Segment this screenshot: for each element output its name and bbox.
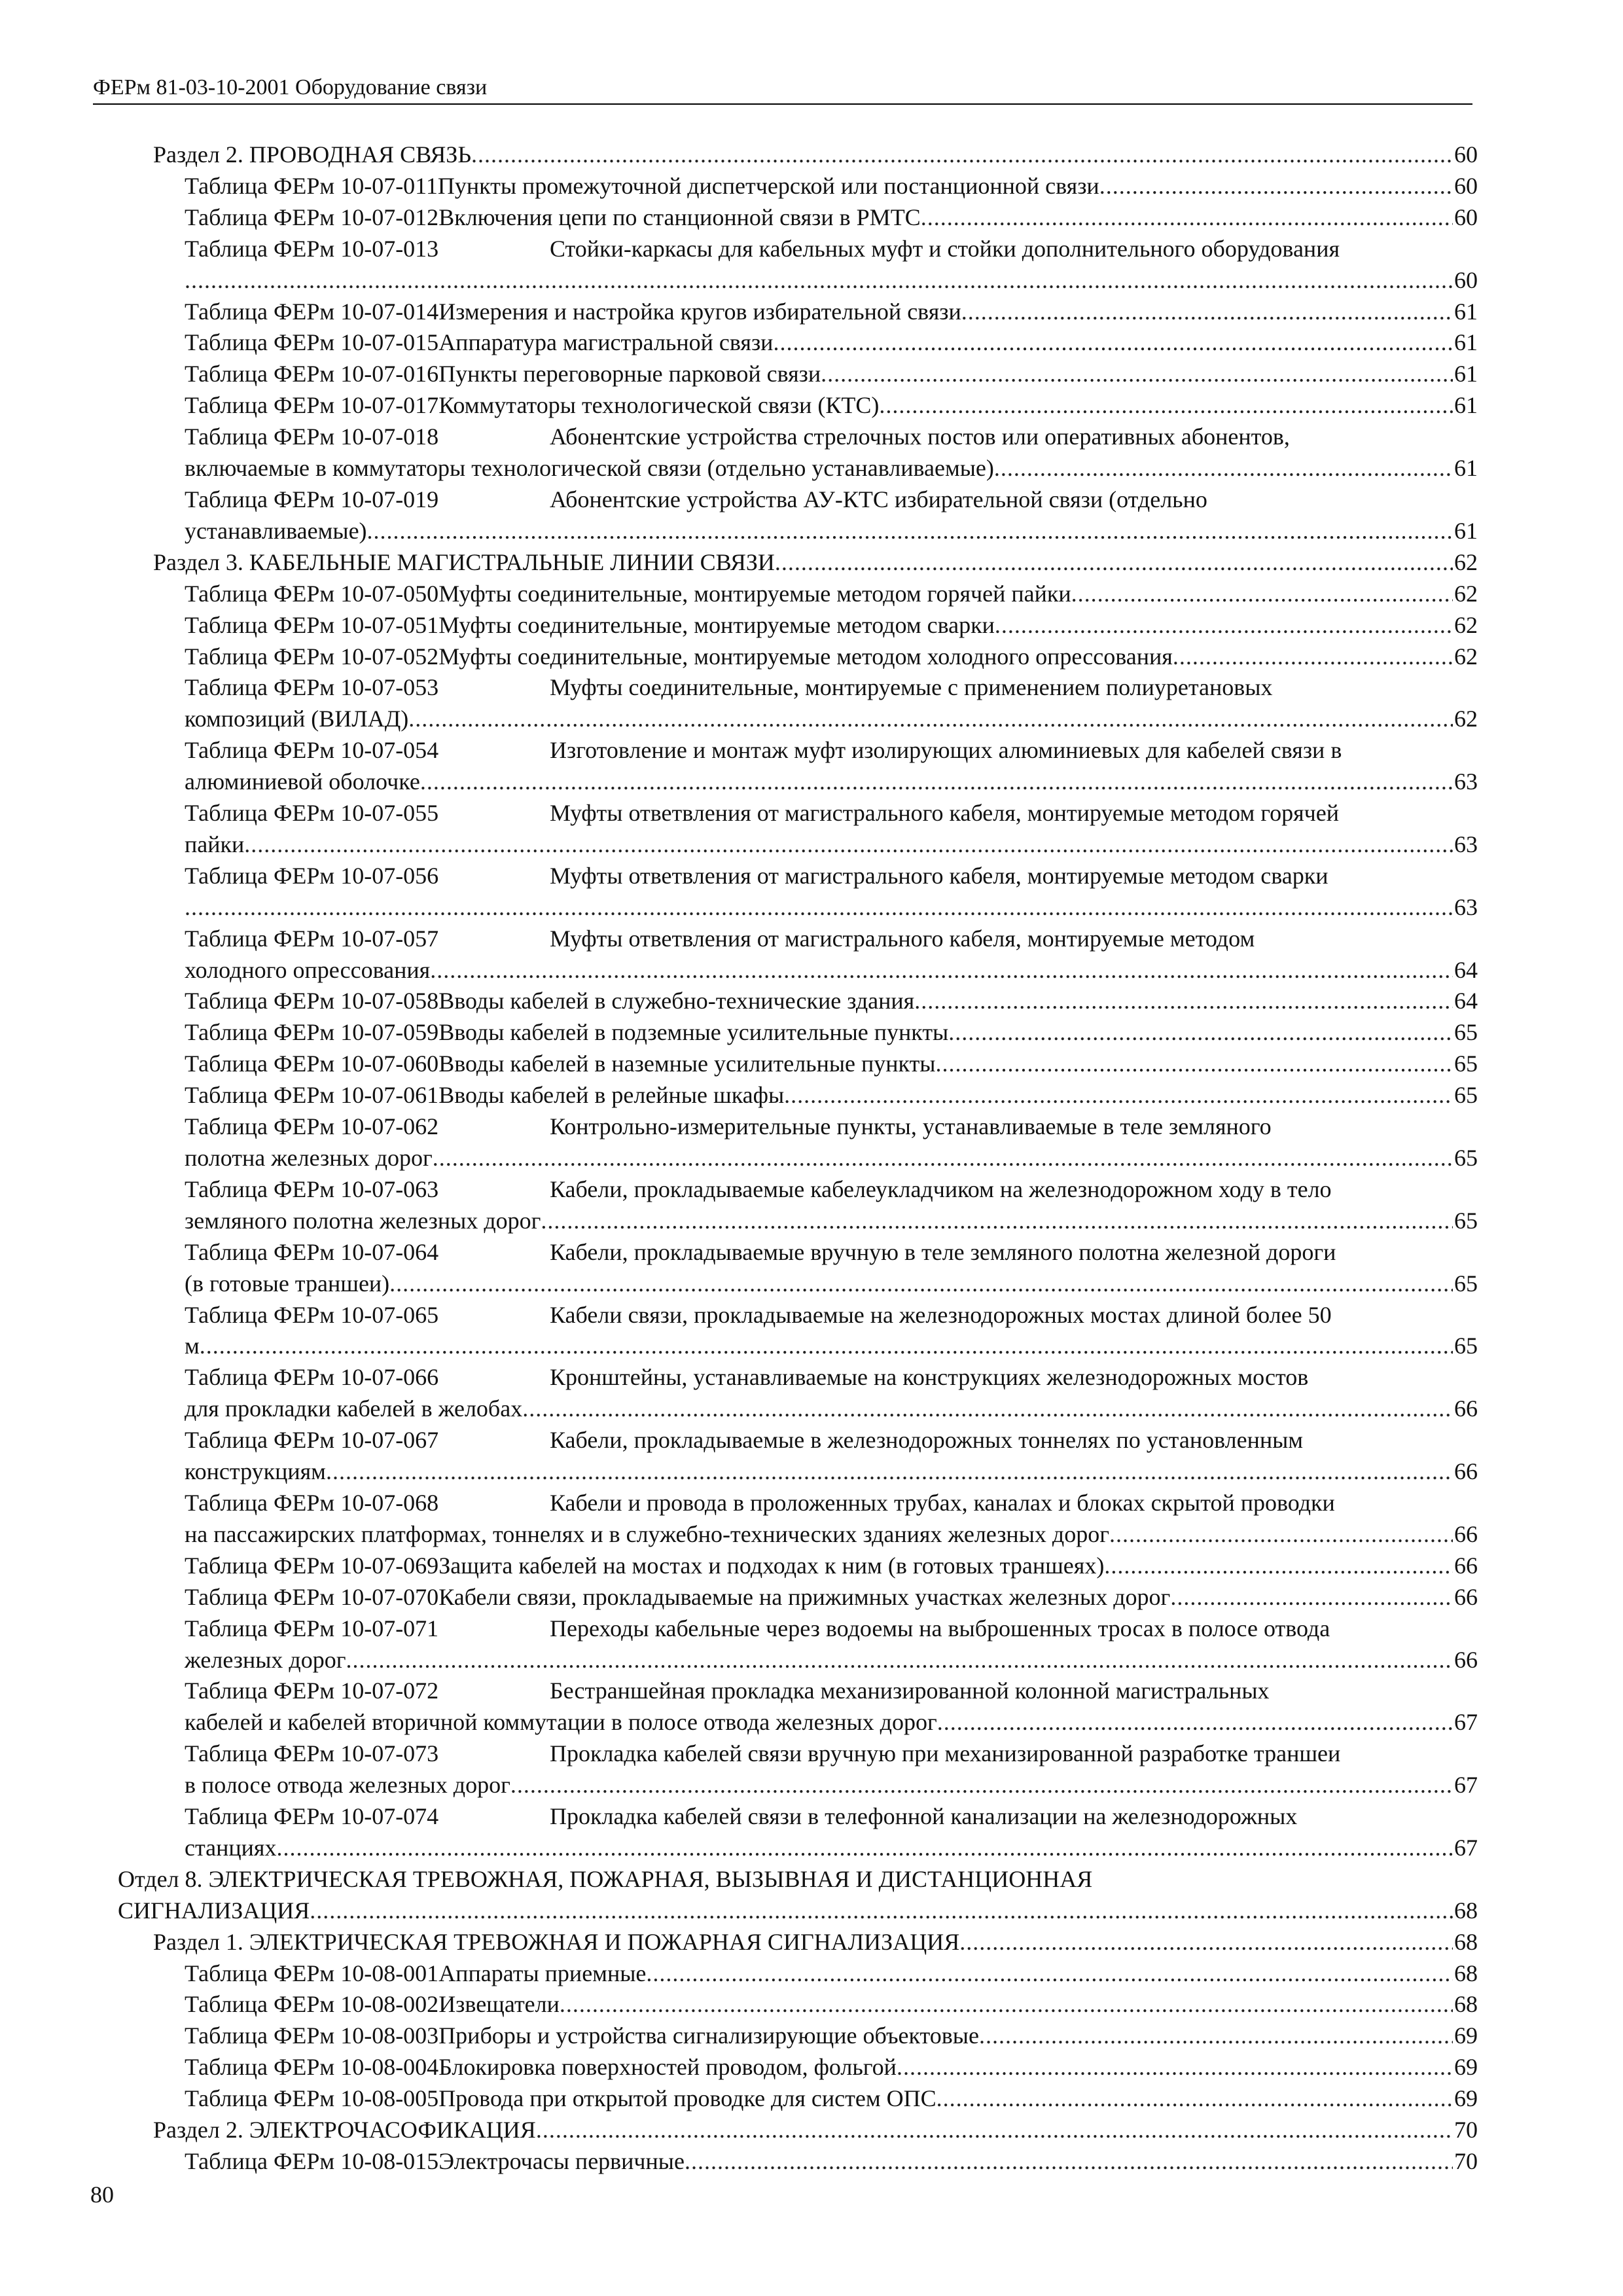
- toc-entry-title-continued: конструкциям: [185, 1458, 326, 1485]
- toc-table-code: Таблица ФЕРм 10-07-055: [185, 800, 439, 827]
- toc-entry-title: Вводы кабелей в подземные усилительные пункты: [438, 1019, 949, 1046]
- toc-entry[interactable]: [118, 422, 1478, 484]
- toc-page-number: 66: [1454, 1583, 1478, 1610]
- dot-leader: [522, 1393, 1453, 1425]
- toc-table-code: Таблица ФЕРм 10-07-073: [185, 1740, 439, 1767]
- toc-entry-title: Раздел 2. ПРОВОДНАЯ СВЯЗЬ: [153, 141, 472, 168]
- toc-entry[interactable]: [118, 1551, 1478, 1582]
- toc-table-code: Таблица ФЕРм 10-07-060: [185, 1050, 439, 1077]
- dot-leader: [310, 1895, 1453, 1927]
- toc-entry-title-continued: земляного полотна железных дорог: [185, 1207, 541, 1234]
- toc-entry-title-continued: в полосе отвода железных дорог: [185, 1772, 510, 1799]
- toc-entry[interactable]: [118, 641, 1478, 673]
- toc-entry[interactable]: [118, 296, 1478, 328]
- toc-page-number: 68: [1454, 1928, 1478, 1955]
- dot-leader: [541, 1206, 1453, 1237]
- toc-entry-title-continued: (в готовые траншеи): [185, 1270, 390, 1297]
- toc-entry-title: Муфты соединительные, монтируемые методом холодного опрессования: [438, 643, 1173, 670]
- toc-entry[interactable]: [118, 579, 1478, 610]
- dot-leader: [773, 327, 1453, 359]
- toc-entry[interactable]: [118, 1049, 1478, 1080]
- dot-leader: [408, 704, 1453, 735]
- toc-entry[interactable]: [118, 735, 1478, 798]
- toc-table-code: Таблица ФЕРм 10-07-053: [185, 674, 439, 701]
- dot-leader: [1109, 1519, 1453, 1551]
- toc-entry[interactable]: [118, 924, 1478, 986]
- dot-leader: [346, 1645, 1453, 1676]
- toc-entry-title: Кабели связи, прокладываемые на прижимных участках железных дорог: [438, 1583, 1171, 1610]
- toc-table-code: Таблица ФЕРм 10-07-068: [185, 1489, 439, 1516]
- toc-entry[interactable]: [118, 1111, 1478, 1174]
- toc-page-number: 62: [1454, 706, 1478, 732]
- toc-page-number: 65: [1454, 1207, 1478, 1234]
- toc-page-number: 63: [1454, 831, 1478, 857]
- toc-entry[interactable]: [118, 234, 1478, 296]
- toc-entry-title: Коммутаторы технологической связи (КТС): [438, 392, 880, 419]
- toc-entry-title-continued: для прокладки кабелей в желобах: [185, 1395, 523, 1422]
- toc-page-number: 61: [1454, 517, 1478, 544]
- toc-entry-title: Включения цепи по станционной связи в РМТС: [438, 204, 921, 230]
- toc-entry[interactable]: [118, 610, 1478, 641]
- toc-table-code: Таблица ФЕРм 10-07-012: [185, 204, 439, 230]
- toc-entry[interactable]: [118, 1927, 1478, 1958]
- toc-page-number: 65: [1454, 1082, 1478, 1109]
- dot-leader: [1099, 171, 1453, 202]
- toc-entry-title: Провода при открытой проводке для систем ОПС: [438, 2085, 936, 2112]
- toc-entry-title: Бестраншейная прокладка механизированной колонной магистральных: [550, 1677, 1270, 1704]
- toc-entry[interactable]: [118, 2115, 1478, 2146]
- toc-table-code: Таблица ФЕРм 10-07-069: [185, 1552, 439, 1579]
- toc-entry-title: Пункты промежуточной диспетчерской или постанционной связи: [437, 172, 1099, 199]
- toc-entry-title: Отдел 8. ЭЛЕКТРИЧЕСКАЯ ТРЕВОЖНАЯ, ПОЖАРНАЯ, ВЫЗЫВНАЯ И ДИСТАНЦИОННАЯ: [118, 1865, 1093, 1892]
- dot-leader: [200, 1331, 1453, 1362]
- toc-entry-title-continued: кабелей и кабелей вторичной коммутации в полосе отвода железных дорог: [185, 1709, 937, 1736]
- toc-table-code: Таблица ФЕРм 10-07-054: [185, 737, 439, 764]
- toc-page-number: 68: [1454, 1897, 1478, 1924]
- dot-leader: [646, 1958, 1453, 1990]
- toc-entry[interactable]: [118, 861, 1478, 924]
- dot-leader: [367, 516, 1453, 547]
- toc-entry-title: Муфты ответвления от магистрального кабеля, монтируемые методом сварки: [550, 862, 1329, 889]
- toc-page-number: 70: [1454, 2148, 1478, 2174]
- toc-page-number: 67: [1454, 1834, 1478, 1861]
- toc-table-code: Таблица ФЕРм 10-07-067: [185, 1427, 439, 1454]
- toc-page-number: 68: [1454, 1991, 1478, 2018]
- dot-leader: [995, 610, 1453, 641]
- toc-entry-title: Пункты переговорные парковой связи: [438, 361, 821, 387]
- toc-entry-title: Защита кабелей на мостах и подходах к ним (в готовых траншеях): [438, 1552, 1105, 1579]
- toc-entry-title: Кабели, прокладываемые вручную в теле земляного полотна железной дороги: [550, 1238, 1336, 1265]
- dot-leader: [244, 829, 1453, 861]
- dot-leader: [1170, 1582, 1453, 1613]
- toc-entry-title: Приборы и устройства сигнализирующие объектовые: [438, 2022, 979, 2049]
- toc-entry-title: Измерения и настройка кругов избирательной связи: [438, 298, 961, 325]
- toc-entry-title: Раздел 3. КАБЕЛЬНЫЕ МАГИСТРАЛЬНЫЕ ЛИНИИ СВЯЗИ: [153, 548, 775, 575]
- dot-leader: [784, 1080, 1453, 1111]
- toc-table-code: Таблица ФЕРм 10-07-074: [185, 1803, 439, 1830]
- toc-entry[interactable]: [118, 1613, 1478, 1676]
- toc-table-code: Таблица ФЕРм 10-07-019: [185, 486, 439, 512]
- toc-page-number: 63: [1454, 893, 1478, 920]
- toc-table-code: Таблица ФЕРм 10-08-002: [185, 1991, 439, 2018]
- toc-entry[interactable]: [118, 2052, 1478, 2083]
- toc-table-code: Таблица ФЕРм 10-07-017: [185, 392, 439, 419]
- toc-entry[interactable]: [118, 139, 1478, 171]
- dot-leader: [1173, 641, 1453, 673]
- toc-entry-title: Кабели связи, прокладываемые на железнодорожных мостах длиной более 50: [550, 1301, 1332, 1328]
- toc-entry-title: Прокладка кабелей связи в телефонной канализации на железнодорожных: [550, 1803, 1298, 1830]
- toc-page-number: 65: [1454, 1333, 1478, 1359]
- toc-page-number: 60: [1454, 172, 1478, 199]
- toc-entry[interactable]: [118, 1237, 1478, 1300]
- page-header: [93, 73, 1472, 105]
- dot-leader: [897, 2052, 1453, 2083]
- toc-page-number: 66: [1454, 1458, 1478, 1485]
- toc-entry-title: Муфты ответвления от магистрального кабеля, монтируемые методом: [550, 925, 1255, 952]
- dot-leader: [821, 359, 1453, 390]
- toc-table-code: Таблица ФЕРм 10-07-051: [185, 611, 439, 638]
- toc-page-number: 70: [1454, 2117, 1478, 2144]
- toc-entry[interactable]: [118, 547, 1478, 579]
- toc-page-number: 64: [1454, 956, 1478, 983]
- dot-leader: [389, 1268, 1453, 1300]
- toc-table-code: Таблица ФЕРм 10-07-016: [185, 361, 439, 387]
- toc-page-number: 61: [1454, 361, 1478, 387]
- toc-entry-title: Блокировка поверхностей проводом, фольгой: [438, 2054, 897, 2081]
- toc-entry[interactable]: [118, 1488, 1478, 1551]
- toc-entry[interactable]: [118, 986, 1478, 1017]
- toc-entry[interactable]: [118, 359, 1478, 390]
- dot-leader: [185, 265, 1453, 296]
- toc-table-code: Таблица ФЕРм 10-08-001: [185, 1960, 439, 1986]
- toc-page-number: 66: [1454, 1646, 1478, 1673]
- toc-entry-title: Стойки-каркасы для кабельных муфт и стойки дополнительного оборудования: [550, 235, 1340, 262]
- toc-entry[interactable]: [118, 1582, 1478, 1613]
- toc-entry-title: Муфты соединительные, монтируемые методом горячей пайки: [438, 580, 1071, 607]
- toc-page-number: 60: [1454, 141, 1478, 168]
- toc-entry-title: Кронштейны, устанавливаемые на конструкциях железнодорожных мостов: [550, 1364, 1309, 1391]
- toc-entry-title: Кабели, прокладываемые в железнодорожных тоннелях по установленным: [550, 1427, 1304, 1454]
- dot-leader: [430, 955, 1453, 986]
- dot-leader: [959, 1927, 1453, 1958]
- dot-leader: [914, 986, 1453, 1017]
- toc-table-code: Таблица ФЕРм 10-07-070: [185, 1583, 439, 1610]
- toc-table-code: Таблица ФЕРм 10-07-050: [185, 580, 439, 607]
- toc-table-code: Таблица ФЕРм 10-07-066: [185, 1364, 439, 1391]
- toc-entry-title-continued: станциях: [185, 1834, 277, 1861]
- toc-page-number: 69: [1454, 2022, 1478, 2049]
- toc-table-code: Таблица ФЕРм 10-07-015: [185, 329, 439, 356]
- toc-page-number: 69: [1454, 2054, 1478, 2081]
- table-of-contents: [118, 139, 1478, 2178]
- toc-entry[interactable]: [118, 2083, 1478, 2115]
- toc-table-code: Таблица ФЕРм 10-07-063: [185, 1175, 439, 1202]
- dot-leader: [685, 2146, 1453, 2178]
- toc-entry-title: Прокладка кабелей связи вручную при механизированной разработке траншеи: [550, 1740, 1341, 1767]
- dot-leader: [879, 390, 1453, 422]
- dot-leader: [510, 1770, 1453, 1801]
- toc-table-code: Таблица ФЕРм 10-08-015: [185, 2148, 439, 2174]
- dot-leader: [1104, 1551, 1453, 1582]
- toc-entry[interactable]: [118, 1958, 1478, 1990]
- toc-page-number: 65: [1454, 1019, 1478, 1046]
- dot-leader: [979, 2020, 1453, 2052]
- toc-page-number: 61: [1454, 329, 1478, 356]
- dot-leader: [560, 1989, 1453, 2020]
- toc-page-number: 66: [1454, 1395, 1478, 1422]
- toc-entry[interactable]: [118, 390, 1478, 422]
- toc-entry-title-continued: пайки: [185, 831, 245, 857]
- dot-leader: [994, 453, 1453, 484]
- toc-entry[interactable]: [118, 1425, 1478, 1488]
- dot-leader: [921, 202, 1453, 234]
- toc-table-code: Таблица ФЕРм 10-07-072: [185, 1677, 439, 1704]
- toc-entry-title-continued: холодного опрессования: [185, 956, 431, 983]
- toc-entry-title-continued: композиций (ВИЛАД): [185, 706, 409, 732]
- toc-entry-title: Раздел 2. ЭЛЕКТРОЧАСОФИКАЦИЯ: [153, 2117, 536, 2144]
- toc-page-number: 67: [1454, 1709, 1478, 1736]
- dot-leader: [326, 1456, 1453, 1488]
- dot-leader: [937, 1707, 1453, 1738]
- toc-table-code: Таблица ФЕРм 10-07-056: [185, 862, 439, 889]
- toc-entry-title: Аппараты приемные: [438, 1960, 647, 1986]
- toc-entry[interactable]: [118, 1801, 1478, 1864]
- dot-leader: [936, 2083, 1453, 2115]
- toc-entry[interactable]: [118, 1738, 1478, 1801]
- toc-entry[interactable]: [118, 171, 1478, 202]
- toc-entry[interactable]: [118, 1362, 1478, 1425]
- toc-page-number: 67: [1454, 1772, 1478, 1799]
- toc-table-code: Таблица ФЕРм 10-07-062: [185, 1113, 439, 1140]
- toc-entry[interactable]: [118, 798, 1478, 861]
- toc-entry-title: Абонентские устройства АУ-КТС избирательной связи (отдельно: [550, 486, 1207, 512]
- toc-entry-title: Муфты соединительные, монтируемые методом сварки: [438, 611, 995, 638]
- toc-entry[interactable]: [118, 1676, 1478, 1738]
- toc-entry-title: Кабели и провода в проложенных трубах, каналах и блоках скрытой проводки: [550, 1489, 1335, 1516]
- toc-entry-title-continued: полотна железных дорог: [185, 1145, 433, 1171]
- toc-page-number: 61: [1454, 455, 1478, 482]
- toc-table-code: Таблица ФЕРм 10-07-061: [185, 1082, 439, 1109]
- toc-entry[interactable]: [118, 1080, 1478, 1111]
- toc-table-code: Таблица ФЕРм 10-07-058: [185, 988, 439, 1014]
- toc-entry[interactable]: [118, 1864, 1478, 1927]
- toc-entry[interactable]: [118, 1300, 1478, 1363]
- toc-entry[interactable]: [118, 327, 1478, 359]
- toc-entry[interactable]: [118, 484, 1478, 547]
- toc-table-code: Таблица ФЕРм 10-07-057: [185, 925, 439, 952]
- toc-entry-title-continued: железных дорог: [185, 1646, 346, 1673]
- dot-leader: [420, 766, 1453, 798]
- toc-table-code: Таблица ФЕРм 10-08-005: [185, 2085, 439, 2112]
- dot-leader: [536, 2115, 1453, 2146]
- dot-leader: [948, 1017, 1453, 1049]
- toc-page-number: 60: [1454, 266, 1478, 293]
- toc-entry[interactable]: [118, 1989, 1478, 2020]
- toc-entry[interactable]: [118, 2020, 1478, 2052]
- toc-entry-title: Извещатели: [438, 1991, 560, 2018]
- toc-entry-title: Муфты ответвления от магистрального кабеля, монтируемые методом горячей: [550, 800, 1339, 827]
- toc-table-code: Таблица ФЕРм 10-07-065: [185, 1301, 439, 1328]
- toc-entry-title-continued: СИГНАЛИЗАЦИЯ: [118, 1897, 310, 1924]
- toc-page-number: 62: [1454, 548, 1478, 575]
- toc-page-number: 65: [1454, 1050, 1478, 1077]
- toc-table-code: Таблица ФЕРм 10-07-071: [185, 1615, 439, 1641]
- toc-entry[interactable]: [118, 1017, 1478, 1049]
- toc-entry-title: Изготовление и монтаж муфт изолирующих алюминиевых для кабелей связи в: [550, 737, 1342, 764]
- dot-leader: [936, 1049, 1454, 1080]
- page-number: 80: [90, 2181, 114, 2208]
- toc-page-number: 68: [1454, 1960, 1478, 1986]
- toc-entry-title: Электрочасы первичные: [438, 2148, 685, 2174]
- toc-page-number: 61: [1454, 298, 1478, 325]
- toc-entry-title-continued: м: [185, 1333, 200, 1359]
- toc-page-number: 65: [1454, 1270, 1478, 1297]
- toc-table-code: Таблица ФЕРм 10-08-003: [185, 2022, 439, 2049]
- dot-leader: [1071, 579, 1453, 610]
- toc-page-number: 62: [1454, 611, 1478, 638]
- toc-table-code: Таблица ФЕРм 10-07-014: [185, 298, 439, 325]
- toc-page-number: 61: [1454, 392, 1478, 419]
- dot-leader: [471, 139, 1453, 171]
- toc-entry[interactable]: [118, 1174, 1478, 1237]
- toc-table-code: Таблица ФЕРм 10-07-064: [185, 1238, 439, 1265]
- toc-table-code: Таблица ФЕРм 10-07-059: [185, 1019, 439, 1046]
- toc-entry-title: Переходы кабельные через водоемы на выброшенных тросах в полосе отвода: [550, 1615, 1330, 1641]
- toc-entry-title: Абонентские устройства стрелочных постов или оперативных абонентов,: [550, 423, 1290, 450]
- toc-entry-title: Муфты соединительные, монтируемые с применением полиуретановых: [550, 674, 1273, 701]
- toc-page-number: 60: [1454, 204, 1478, 230]
- toc-entry-title: Контрольно-измерительные пункты, устанавливаемые в теле земляного: [550, 1113, 1272, 1140]
- toc-entry-title: Вводы кабелей в служебно-технические здания: [438, 988, 915, 1014]
- toc-table-code: Таблица ФЕРм 10-07-011: [185, 172, 438, 199]
- toc-page-number: 66: [1454, 1520, 1478, 1547]
- dot-leader: [961, 296, 1453, 328]
- toc-entry-title-continued: включаемые в коммутаторы технологической связи (отдельно устанавливаемые): [185, 455, 994, 482]
- toc-page-number: 66: [1454, 1552, 1478, 1579]
- toc-entry-title: Вводы кабелей в релейные шкафы: [438, 1082, 785, 1109]
- toc-table-code: Таблица ФЕРм 10-07-018: [185, 423, 439, 450]
- dot-leader: [185, 892, 1453, 924]
- document-title: ФЕРм 81-03-10-2001 Оборудование связи: [93, 75, 488, 99]
- dot-leader: [775, 547, 1453, 579]
- toc-entry-title: Раздел 1. ЭЛЕКТРИЧЕСКАЯ ТРЕВОЖНАЯ И ПОЖАРНАЯ СИГНАЛИЗАЦИЯ: [153, 1928, 960, 1955]
- toc-entry-title-continued: на пассажирских платформах, тоннелях и в служебно-технических зданиях железных дорог: [185, 1520, 1109, 1547]
- toc-page-number: 65: [1454, 1145, 1478, 1171]
- toc-entry-title-continued: устанавливаемые): [185, 517, 367, 544]
- toc-page-number: 63: [1454, 768, 1478, 795]
- toc-entry[interactable]: [118, 202, 1478, 234]
- toc-page-number: 62: [1454, 643, 1478, 670]
- dot-leader: [276, 1833, 1453, 1864]
- toc-page-number: 69: [1454, 2085, 1478, 2112]
- toc-entry-title: Кабели, прокладываемые кабелеукладчиком на железнодорожном ходу в тело: [550, 1175, 1332, 1202]
- toc-entry-title: Аппаратура магистральной связи: [438, 329, 774, 356]
- toc-table-code: Таблица ФЕРм 10-07-052: [185, 643, 439, 670]
- toc-table-code: Таблица ФЕРм 10-08-004: [185, 2054, 439, 2081]
- toc-page-number: 64: [1454, 988, 1478, 1014]
- toc-table-code: Таблица ФЕРм 10-07-013: [185, 235, 439, 262]
- toc-entry[interactable]: [118, 672, 1478, 735]
- toc-entry[interactable]: [118, 2146, 1478, 2178]
- toc-entry-title-continued: алюминиевой оболочке: [185, 768, 420, 795]
- dot-leader: [433, 1143, 1453, 1174]
- toc-entry-title: Вводы кабелей в наземные усилительные пункты: [438, 1050, 936, 1077]
- toc-page-number: 62: [1454, 580, 1478, 607]
